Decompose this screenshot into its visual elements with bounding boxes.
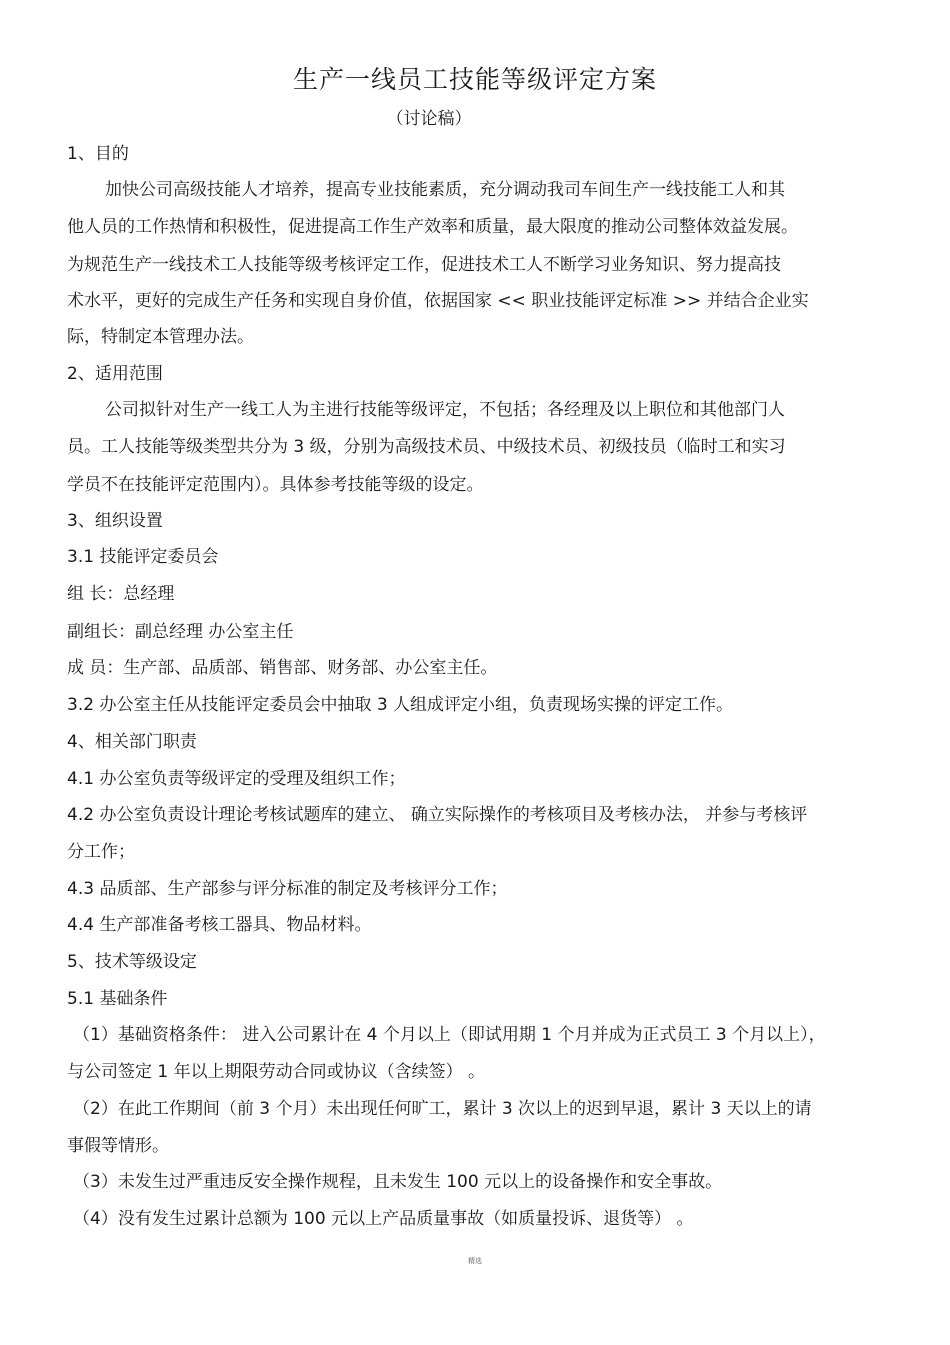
subsection-4-4: 4.4 生产部准备考核工器具、物品材料。 [67, 915, 372, 935]
document-title: 生产一线员工技能等级评定方案 [292, 65, 657, 94]
subsection-4-3: 4.3 品质部、生产部参与评分标准的制定及考核评分工作； [67, 879, 508, 899]
subsection-5-1: 5.1 基础条件 [67, 989, 168, 1009]
paragraph-line: 公司拟针对生产一线工人为主进行技能等级评定，不包括；各经理及以上职位和其他部门人 [105, 400, 785, 420]
paragraph-line: 学员不在技能评定范围内）。具体参考技能等级的设定。 [67, 475, 484, 495]
paragraph-line: 他人员的工作热情和积极性，促进提高工作生产效率和质量，最大限度的推动公司整体效益发展。 [67, 217, 798, 237]
paragraph-line: 为规范生产一线技术工人技能等级考核评定工作，促进技术工人不断学习业务知识、努力提高技 [67, 255, 781, 275]
paragraph-line: 加快公司高级技能人才培养，提高专业技能素质，充分调动我司车间生产一线技能工人和其 [105, 180, 785, 200]
subsection-3-2: 3.2 办公室主任从技能评定委员会中抽取 3 人组成评定小组，负责现场实操的评定工作。 [67, 695, 734, 715]
paragraph-line: 分工作； [67, 842, 135, 862]
paragraph-line: 与公司签定 1 年以上期限劳动合同或协议（含续签） 。 [67, 1062, 486, 1082]
section-1-heading: 1、目的 [67, 144, 129, 164]
section-4-heading: 4、相关部门职责 [67, 732, 197, 752]
committee-members: 成 员：生产部、品质部、销售部、财务部、办公室主任。 [67, 658, 498, 678]
paragraph-line: 际，特制定本管理办法。 [67, 327, 254, 347]
subsection-3-1: 3.1 技能评定委员会 [67, 547, 219, 567]
page-footer: 精选 [468, 1257, 482, 1265]
subsection-4-1: 4.1 办公室负责等级评定的受理及组织工作； [67, 769, 406, 789]
condition-1: （1）基础资格条件： 进入公司累计在 4 个月以上（即试用期 1 个月并成为正式员工 3 个月以上）， [73, 1025, 826, 1045]
committee-leader: 组 长：总经理 [67, 584, 175, 604]
section-5-heading: 5、技术等级设定 [67, 952, 197, 972]
section-2-heading: 2、适用范围 [67, 364, 163, 384]
subsection-4-2: 4.2 办公室负责设计理论考核试题库的建立、 确立实际操作的考核项目及考核办法， 并参与考核评 [67, 805, 808, 825]
condition-3: （3）未发生过严重违反安全操作规程，且未发生 100 元以上的设备操作和安全事故。 [73, 1172, 723, 1192]
paragraph-line: 事假等情形。 [67, 1136, 169, 1156]
condition-4: （4）没有发生过累计总额为 100 元以上产品质量事故（如质量投诉、退货等） 。 [73, 1209, 694, 1229]
paragraph-line: 术水平，更好的完成生产任务和实现自身价值，依据国家 << 职业技能评定标准 >> 并结合企业实 [67, 291, 809, 311]
document-subtitle: （讨论稿） [386, 109, 472, 129]
committee-deputy: 副组长：副总经理 办公室主任 [67, 622, 294, 642]
condition-2: （2）在此工作期间（前 3 个月）未出现任何旷工，累计 3 次以上的迟到早退，累计 3 天以上的请 [73, 1099, 812, 1119]
paragraph-line: 员。工人技能等级类型共分为 3 级，分别为高级技术员、中级技术员、初级技员（临时工和实习 [67, 437, 786, 457]
section-3-heading: 3、组织设置 [67, 511, 163, 531]
